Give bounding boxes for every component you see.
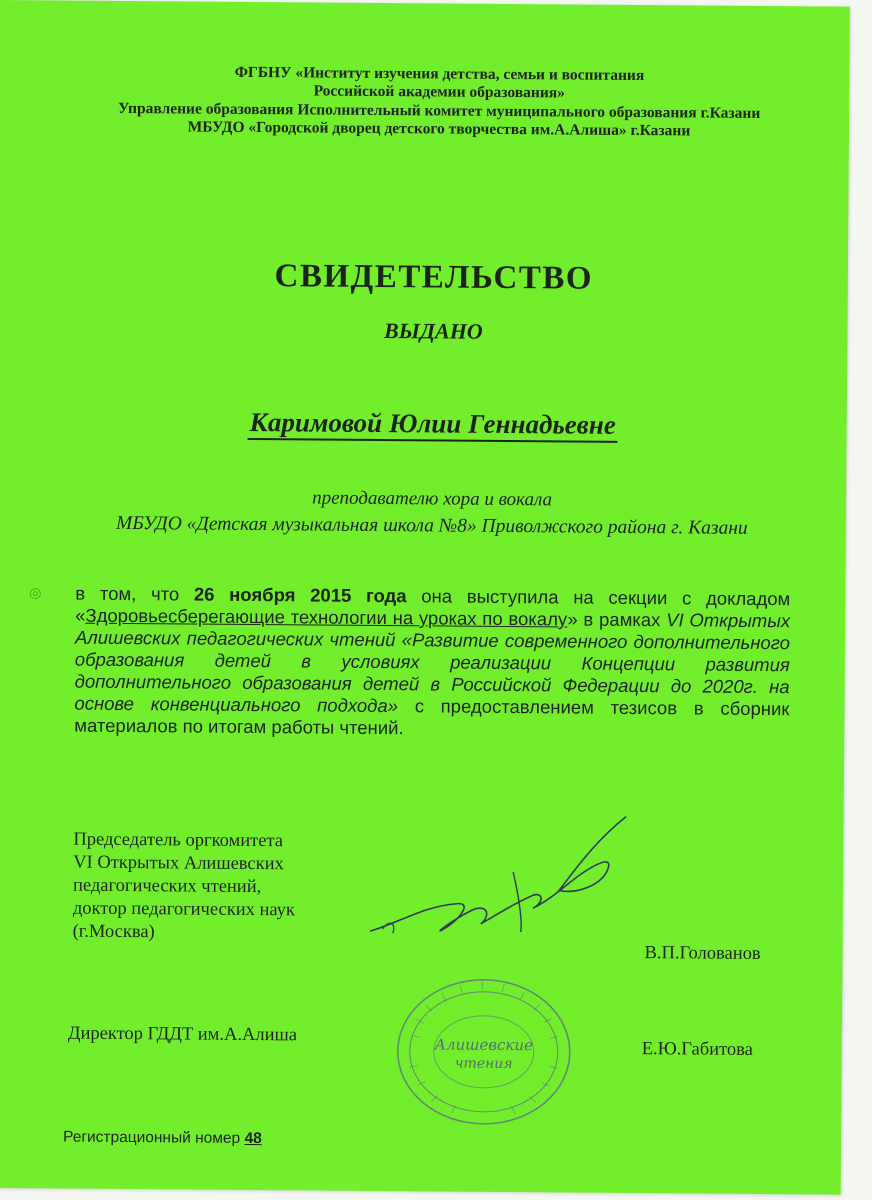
certificate-body: [74, 583, 790, 743]
issued-label: ВЫДАНО: [383, 318, 483, 344]
chair-title-block: [73, 829, 296, 946]
recipient-name: Каримовой Юлии Геннадьевне: [247, 407, 617, 443]
round-seal-icon: [393, 975, 574, 1128]
chair-name: В.П.Голованов: [644, 943, 761, 965]
report-title: Здоровьесберегающие технологии на уроках по вокалу: [85, 604, 568, 630]
recipient-position: преподавателю хора и вокала: [312, 487, 553, 511]
stamp-line-1: Алишевские: [434, 1035, 534, 1055]
certificate-title: СВИДЕТЕЛЬСТВО: [274, 258, 594, 297]
header-line-3: Управление образования Исполнительный комитет муниципального образования г.Казани: [117, 99, 761, 122]
body-part-1: в том, что: [75, 582, 194, 605]
registration-number: [63, 1129, 262, 1149]
body-part-4: с предоставлением тезисов в сборник материалов по итогам работы чтений.: [74, 695, 790, 739]
header-line-4: МБУДО «Городской дворец детского творчества им.А.Алиша» г.Казани: [187, 118, 691, 140]
margin-mark-icon: ◎: [29, 586, 42, 602]
signature-icon: [363, 811, 634, 953]
event-date: 26 ноября 2015 года: [193, 583, 407, 607]
registration-value: 48: [244, 1129, 262, 1148]
director-title: Директор ГДДТ им.А.Алиша: [67, 1023, 298, 1046]
chair-line: педагогических чтений,: [72, 875, 262, 898]
recipient-school: МБУДО «Детская музыкальная школа №8» Приволжского района г. Казани: [115, 512, 748, 539]
chair-line: доктор педагогических наук: [72, 898, 296, 921]
chair-line: Председатель оргкомитета: [73, 829, 284, 852]
header-line-1: ФГБНУ «Институт изучения детства, семьи и воспитания: [234, 63, 645, 85]
chair-line: VI Открытых Алишевских: [73, 852, 284, 875]
readings-title: VI Открытых Алишевских педагогических чтений «Развитие современного дополнительного образования детей в условиях реализации Концепции развития дополнительного образования детей в Российской Федерации до 2020г. на основе конвенциального подхода»: [74, 609, 791, 717]
body-part-3: » в рамках: [567, 608, 667, 631]
chair-line: (г.Москва): [72, 921, 155, 943]
director-name: Е.Ю.Габитова: [641, 1039, 753, 1060]
stamp-line-2: чтения: [454, 1055, 513, 1073]
registration-label: Регистрационный номер: [63, 1128, 245, 1147]
body-part-2: она выступила на секции с докладом «: [75, 585, 791, 626]
recipient-block: [0, 405, 869, 443]
header-line-2: Российской академии образования»: [313, 82, 566, 102]
